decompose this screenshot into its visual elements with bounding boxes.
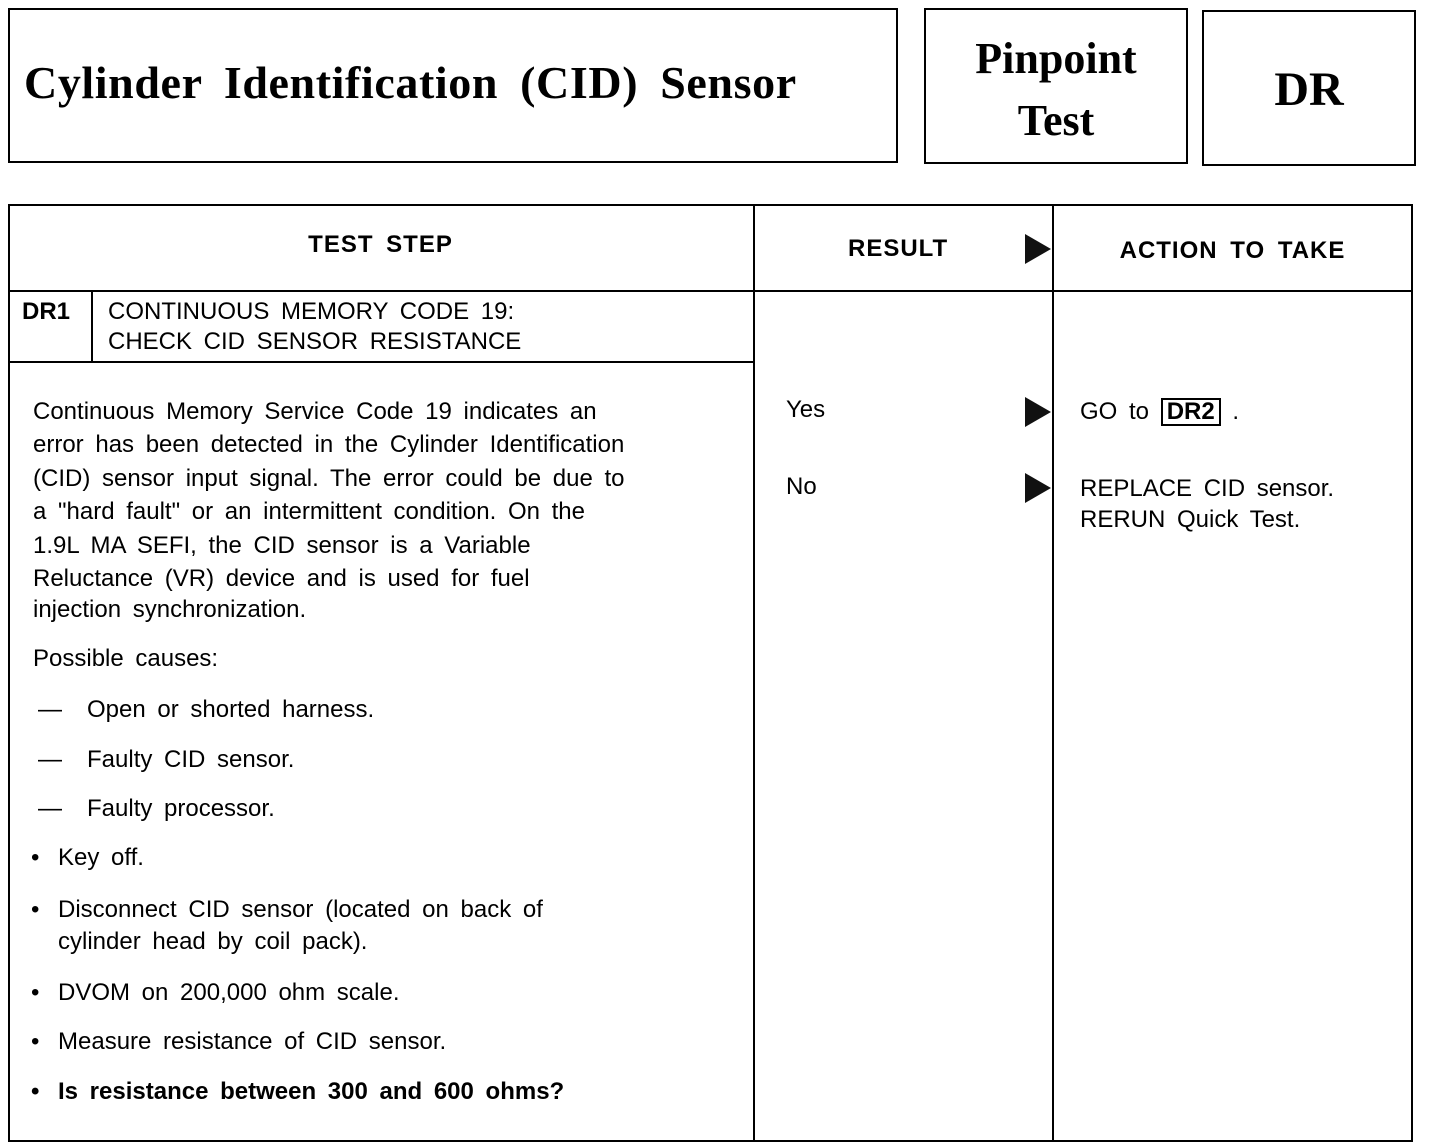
description-line: (CID) sensor input signal. The error could be due to (33, 465, 625, 492)
test-code: DR (1274, 63, 1344, 116)
column-header-result: RESULT (848, 235, 949, 262)
step-id-divider (91, 290, 93, 362)
code-box (1202, 10, 1416, 166)
cause-item: Faulty processor. (87, 795, 275, 822)
description-line: error has been detected in the Cylinder Identification (33, 431, 625, 458)
column-divider (1052, 204, 1054, 1142)
step-id: DR1 (22, 298, 71, 325)
title-box (8, 8, 898, 163)
result-yes: Yes (786, 396, 826, 423)
description-line: injection synchronization. (33, 596, 307, 623)
arrow-right-icon (1025, 234, 1051, 264)
action-suffix: . (1232, 398, 1240, 425)
description-line: Reluctance (VR) device and is used for fuel (33, 565, 530, 592)
step-title-divider (8, 361, 755, 363)
column-header-test-step: TEST STEP (308, 231, 453, 258)
test-type-line2: Test (1017, 96, 1095, 145)
step-item: Measure resistance of CID sensor. (58, 1028, 447, 1055)
description-line: Continuous Memory Service Code 19 indicates an (33, 398, 597, 425)
cause-item: Open or shorted harness. (87, 696, 375, 723)
action-no-line2: RERUN Quick Test. (1080, 506, 1301, 533)
step-item: DVOM on 200,000 ohm scale. (58, 979, 400, 1006)
action-prefix: GO to (1080, 398, 1150, 425)
bullet: • (31, 1028, 40, 1055)
step-title-line2: CHECK CID SENSOR RESISTANCE (108, 328, 522, 355)
bullet: • (31, 896, 40, 923)
step-question: Is resistance between 300 and 600 ohms? (58, 1078, 565, 1105)
bullet: • (31, 979, 40, 1006)
action-yes (1080, 395, 1239, 428)
bullet: • (31, 844, 40, 871)
arrow-right-icon (1025, 397, 1051, 427)
test-type-box (924, 8, 1188, 164)
causes-heading: Possible causes: (33, 645, 219, 672)
result-no: No (786, 473, 817, 500)
dash: — (38, 746, 62, 773)
step-item: Disconnect CID sensor (located on back of (58, 896, 543, 923)
step-item: Key off. (58, 844, 144, 871)
bullet: • (31, 1078, 40, 1105)
dash: — (38, 696, 62, 723)
action-no-line1: REPLACE CID sensor. (1080, 475, 1335, 502)
step-reference-dr2[interactable]: DR2 (1161, 398, 1221, 426)
step-title-line1: CONTINUOUS MEMORY CODE 19: (108, 298, 515, 325)
step-item: cylinder head by coil pack). (58, 928, 368, 955)
arrow-right-icon (1025, 473, 1051, 503)
column-header-action: ACTION TO TAKE (1119, 237, 1346, 264)
description-line: a "hard fault" or an intermittent condition. On the (33, 498, 585, 525)
test-type-line1: Pinpoint (975, 34, 1137, 83)
header-row-divider (8, 290, 1413, 292)
column-divider (753, 204, 755, 1142)
description-line: 1.9L MA SEFI, the CID sensor is a Variable (33, 532, 531, 559)
dash: — (38, 795, 62, 822)
page-title: Cylinder Identification (CID) Sensor (24, 57, 797, 108)
cause-item: Faulty CID sensor. (87, 746, 295, 773)
